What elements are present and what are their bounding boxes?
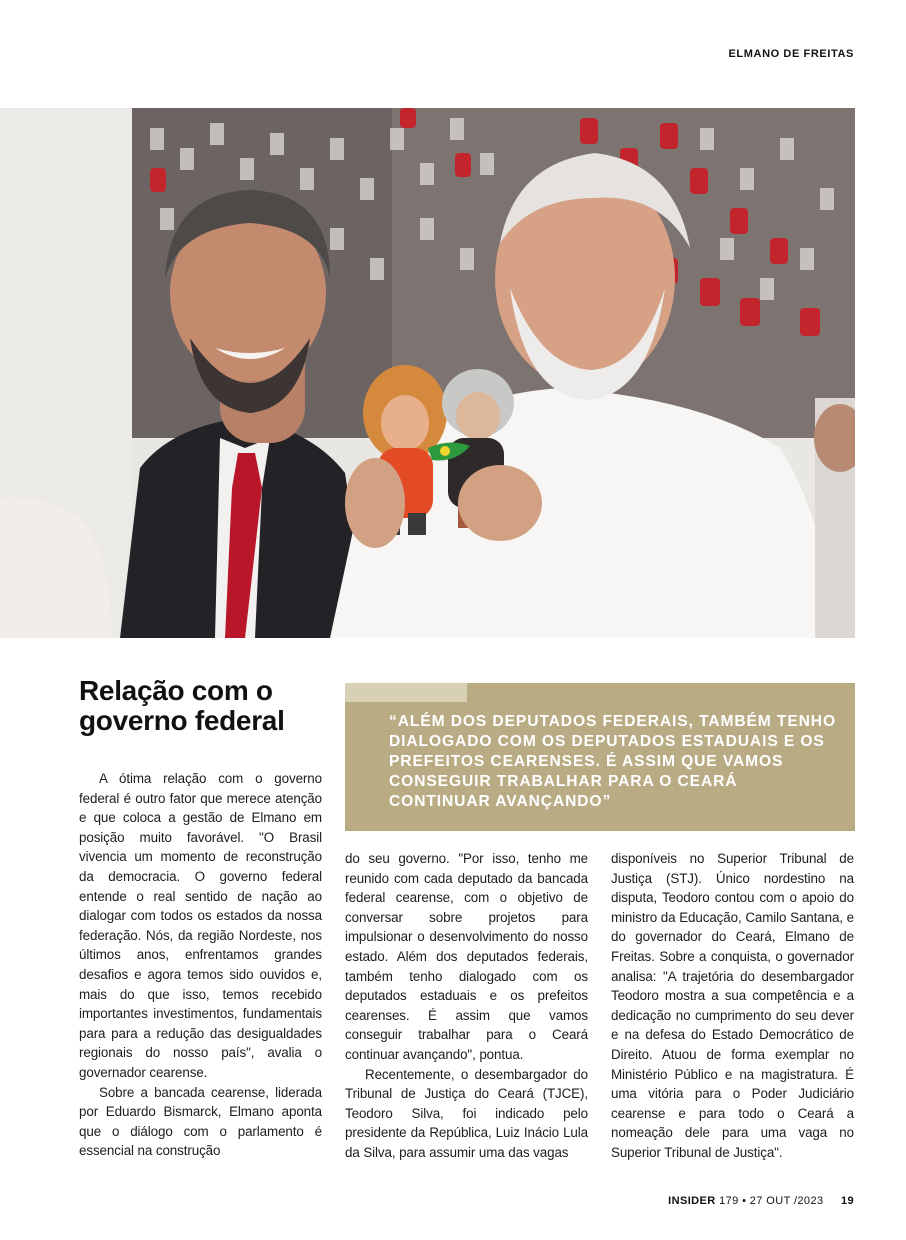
pull-quote-text: “ALÉM DOS DEPUTADOS FEDERAIS, TAMBÉM TENHO DIALOGADO COM OS DEPUTADOS ESTADUAIS E OS PREFEITOS CEARENSES. É ASSIM QUE VAMOS CONSEGUIR TRABALHAR PARA O CEARÁ CONTINUAR AVANÇANDO”: [389, 713, 836, 810]
issue-info: 179 • 27 OUT /2023: [719, 1195, 824, 1207]
paragraph: do seu governo. "Por isso, tenho me reunido com cada deputado da bancada federal cearense, com o objetivo de conversar sobre projetos para impulsionar o desenvolvimento do nosso estado. Além dos deputados federais, também tenho dialogado com os deputados estaduais e os prefeitos cearenses. É assim que vamos conseguir trabalhar para o Ceará continuar avançando", pontua.: [345, 851, 588, 1062]
article-column-3: [611, 849, 854, 1163]
paragraph: Recentemente, o desembargador do Tribunal de Justiça do Ceará (TJCE), Teodoro Silva, foi indicado pelo presidente da República, Luiz Inácio Lula da Silva, para assumir uma das vagas: [345, 1066, 588, 1160]
running-head: ELMANO DE FREITAS: [728, 48, 854, 60]
paragraph: Sobre a bancada cearense, liderada por Eduardo Bismarck, Elmano aponta que o diálogo com o parlamento é essencial na construção: [79, 1084, 322, 1159]
pull-quote-box: [345, 683, 855, 831]
article-column-1: [79, 769, 322, 1161]
pull-quote-tab: [345, 683, 467, 702]
paragraph: disponíveis no Superior Tribunal de Justiça (STJ). Único nordestino na disputa, Teodoro contou com o apoio do ministro da Educação, Camilo Santana, e do governador do Ceará, Elmano de Freitas. Sobre a conquista, o governador analisa: "A trajetória do desembargador Teodoro mostra a sua competência e a dedicação no cumprimento do seu dever e na defesa do Estado Democrático de Direito. Atuou de forma exemplar no Ministério Público e na magistratura. É uma vitória para o Poder Judiciário cearense e para todo o Ceará a nomeação dele para uma vaga no Superior Tribunal de Justiça".: [611, 851, 854, 1160]
section-heading: Relação com o governo federal: [79, 675, 285, 736]
page-number: 19: [840, 1195, 854, 1207]
article-photo: [0, 108, 855, 638]
magazine-name: INSIDER: [668, 1195, 716, 1207]
page-footer: [668, 1195, 854, 1207]
paragraph: A ótima relação com o governo federal é outro fator que merece atenção e que coloca a gestão de Elmano em posição muito favorável. "O Brasil vivencia um momento de reconstrução da democracia. O governo federal entende o real sentido de nação ao dialogar com todos os estados da nossa federação. Nós, da região Nordeste, nos últimos anos, enfrentamos grandes desafios e agora temos sido ouvidos e, mais do que isso, temos recebido importantes investimentos, fundamentais para para a redução das desigualdades regionais do nosso país", avalia o governador cearense.: [79, 771, 322, 1080]
article-column-2: [345, 849, 588, 1163]
